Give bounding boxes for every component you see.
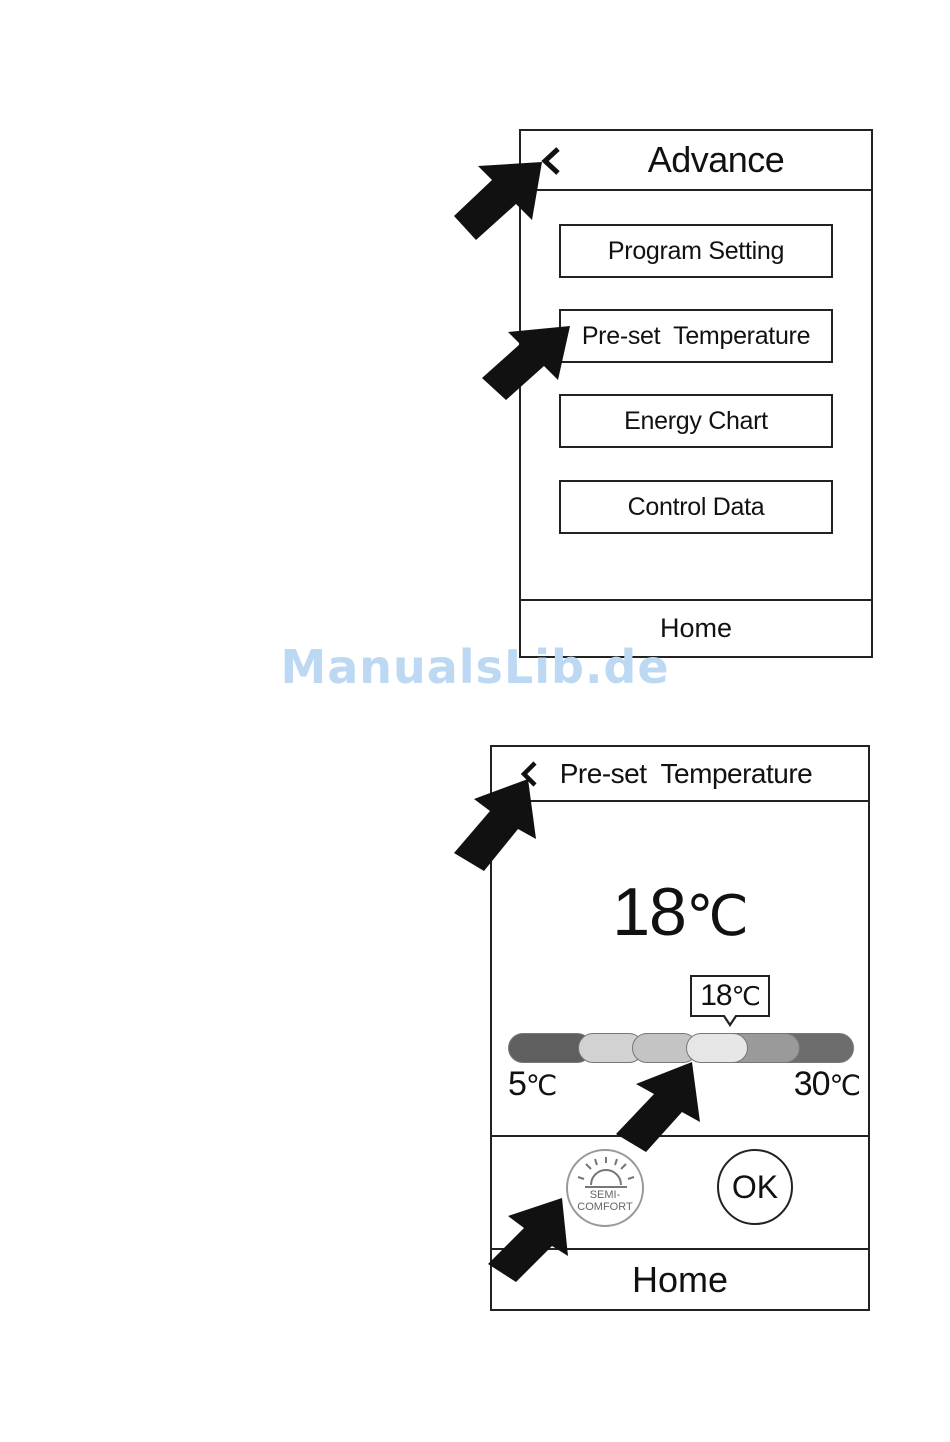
control-data-button[interactable]: Control Data: [559, 480, 833, 534]
slider-unit: ℃: [731, 980, 760, 1011]
pointing-arrow-icon: [612, 1058, 704, 1154]
semi-comfort-button[interactable]: [566, 1149, 644, 1227]
slider-value-tooltip: [690, 975, 770, 1017]
pointing-arrow-icon: [450, 775, 542, 873]
slider-max-label: [794, 1065, 860, 1104]
pointing-arrow-icon: [484, 1194, 576, 1284]
slider-value: 18: [700, 979, 732, 1012]
preset-header: [492, 747, 868, 802]
preset-temperature-button[interactable]: Pre-set Temperature: [559, 309, 833, 363]
tooltip-tail-inner: [724, 1014, 736, 1023]
min-value: 5: [508, 1065, 526, 1103]
advance-header: [521, 131, 871, 191]
min-unit: ℃: [525, 1070, 557, 1101]
temperature-unit: ℃: [685, 884, 748, 947]
semi-comfort-icon: [577, 1157, 635, 1191]
max-value: 30: [793, 1065, 830, 1103]
home-button[interactable]: Home: [492, 1248, 868, 1309]
watermark: ManualsLib.de: [280, 640, 670, 694]
comfort-label-1: SEMI-: [589, 1189, 621, 1201]
current-temperature: [492, 873, 868, 951]
max-unit: ℃: [829, 1070, 860, 1101]
slider-min-label: [508, 1065, 556, 1104]
program-setting-button[interactable]: Program Setting: [559, 224, 833, 278]
pointing-arrow-icon: [478, 322, 578, 402]
current-temperature-value: 18: [612, 874, 686, 950]
page-title: Advance: [647, 139, 785, 180]
home-button[interactable]: Home: [521, 599, 871, 656]
pointing-arrow-icon: [450, 158, 550, 244]
ok-button[interactable]: OK: [717, 1149, 793, 1225]
comfort-label-2: COMFORT: [577, 1201, 633, 1213]
page-title: Pre-set Temperature: [559, 757, 813, 789]
energy-chart-button[interactable]: Energy Chart: [559, 394, 833, 448]
